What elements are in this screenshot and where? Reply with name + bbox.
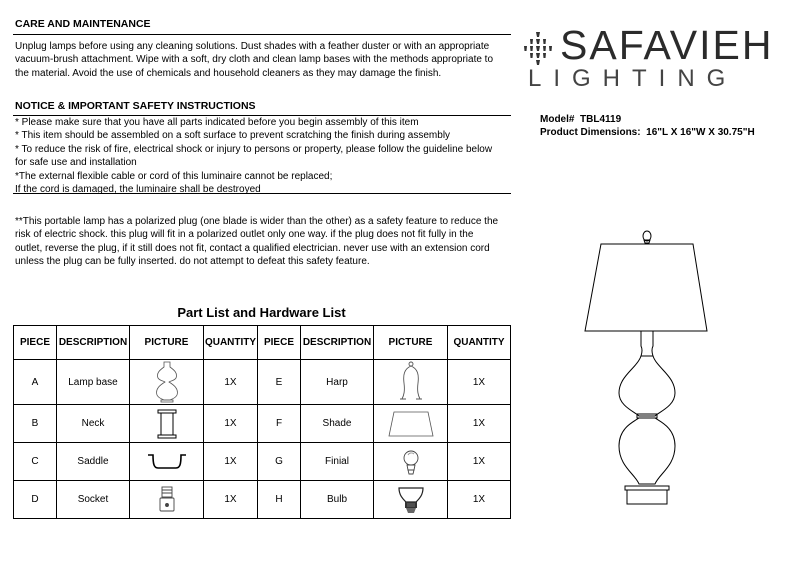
quantity-cell: 1X: [448, 443, 511, 481]
picture-cell: [130, 443, 204, 481]
picture-cell: [374, 360, 448, 405]
description-cell: Harp: [301, 360, 374, 405]
piece-cell: F: [258, 405, 301, 443]
safety-line: *The external flexible cable or cord of this luminaire cannot be replaced;: [15, 170, 333, 182]
parts-table: [13, 325, 511, 519]
brand-sub: LIGHTING: [528, 65, 738, 92]
description-cell: Lamp base: [57, 360, 130, 405]
header-cell: PICTURE: [130, 326, 204, 360]
saddle-icon: [145, 449, 189, 475]
quantity-cell: 1X: [204, 405, 258, 443]
quantity-cell: 1X: [448, 481, 511, 519]
chandelier-logo-icon: [522, 30, 562, 70]
neck-icon: [154, 408, 180, 440]
quantity-cell: 1X: [204, 443, 258, 481]
picture-cell: [374, 443, 448, 481]
model-label: Model#: [540, 114, 575, 125]
care-divider: [13, 34, 511, 35]
shade-icon: [384, 409, 438, 439]
picture-cell: [130, 481, 204, 519]
piece-cell: G: [258, 443, 301, 481]
harp-icon: [396, 361, 426, 403]
care-line: vacuum-brush attachment. Wipe with a soft, dry cloth and clean lamp bases with the methods appropriate to: [15, 54, 494, 66]
safety-line: * This item should be assembled on a soft surface to prevent scratching the finish during assembly: [15, 130, 451, 142]
finial-icon: [400, 448, 422, 476]
safety-line: * Please make sure that you have all parts indicated before you begin assembly of this item: [15, 117, 419, 128]
quantity-cell: 1X: [448, 360, 511, 405]
safety-line: for safe use and installation: [15, 157, 137, 169]
care-text: [15, 40, 493, 80]
header-cell: PICTURE: [374, 326, 448, 360]
piece-cell: E: [258, 360, 301, 405]
piece-cell: C: [14, 443, 57, 481]
care-title: CARE AND MAINTENANCE: [15, 18, 151, 30]
bulb-icon: [396, 484, 426, 516]
brand-name: SAFAVIEH: [560, 22, 774, 68]
lamp-illustration: [575, 228, 715, 508]
description-cell: Saddle: [57, 443, 130, 481]
parts-title: Part List and Hardware List: [177, 305, 346, 320]
header-cell: DESCRIPTION: [57, 326, 130, 360]
header-cell: QUANTITY: [448, 326, 511, 360]
piece-cell: B: [14, 405, 57, 443]
piece-cell: A: [14, 360, 57, 405]
header-cell: QUANTITY: [204, 326, 258, 360]
dims-row: [540, 126, 755, 139]
plug-line: unless the plug can be fully inserted. do not attempt to defeat this safety feature.: [15, 256, 370, 268]
picture-cell: [374, 481, 448, 519]
dims-value: 16"L X 16"W X 30.75"H: [646, 127, 755, 138]
safety-line: * To reduce the risk of fire, electrical shock or injury to persons or property, please follow the guideline below: [15, 143, 493, 155]
safety-line: If the cord is damaged, the luminaire shall be destroyed: [15, 184, 261, 196]
quantity-cell: 1X: [204, 481, 258, 519]
plug-line: **This portable lamp has a polarized plug (one blade is wider than the other) as a safety feature to reduce the: [15, 216, 499, 227]
description-cell: Socket: [57, 481, 130, 519]
description-cell: Bulb: [301, 481, 374, 519]
plug-line: risk of electric shock. this plug will fit in a polarized outlet only one way. if the plug does not fit fully in the: [15, 229, 474, 241]
model-row: [540, 113, 755, 126]
table-header-row: [14, 326, 511, 360]
safety-bottom-divider: [13, 193, 511, 194]
piece-cell: H: [258, 481, 301, 519]
description-cell: Neck: [57, 405, 130, 443]
care-line: Unplug lamps before using any cleaning solutions. Dust shades with a feather duster or with an appropriate: [15, 41, 490, 52]
plug-line: outlet, reverse the plug, if it still does not fit, contact a qualified electrician. never use with an extension cord: [15, 242, 490, 254]
lamp-base-icon: [152, 361, 182, 403]
picture-cell: [130, 405, 204, 443]
care-line: the material. Avoid the use of chemicals and household cleaners as they may damage the finish.: [15, 67, 442, 79]
description-cell: Finial: [301, 443, 374, 481]
socket-icon: [157, 485, 177, 515]
quantity-cell: 1X: [448, 405, 511, 443]
dims-label: Product Dimensions:: [540, 127, 641, 138]
header-cell: DESCRIPTION: [301, 326, 374, 360]
table-row: [14, 360, 511, 405]
safety-title: NOTICE & IMPORTANT SAFETY INSTRUCTIONS: [15, 100, 256, 112]
table-row: [14, 481, 511, 519]
product-info: [540, 113, 755, 139]
description-cell: Shade: [301, 405, 374, 443]
picture-cell: [374, 405, 448, 443]
plug-text: [15, 215, 498, 269]
header-cell: PIECE: [14, 326, 57, 360]
table-row: [14, 405, 511, 443]
piece-cell: D: [14, 481, 57, 519]
picture-cell: [130, 360, 204, 405]
table-row: [14, 443, 511, 481]
header-cell: PIECE: [258, 326, 301, 360]
brand-logo: [520, 22, 774, 92]
model-number: TBL4119: [580, 114, 622, 125]
safety-text: [15, 116, 492, 196]
quantity-cell: 1X: [204, 360, 258, 405]
